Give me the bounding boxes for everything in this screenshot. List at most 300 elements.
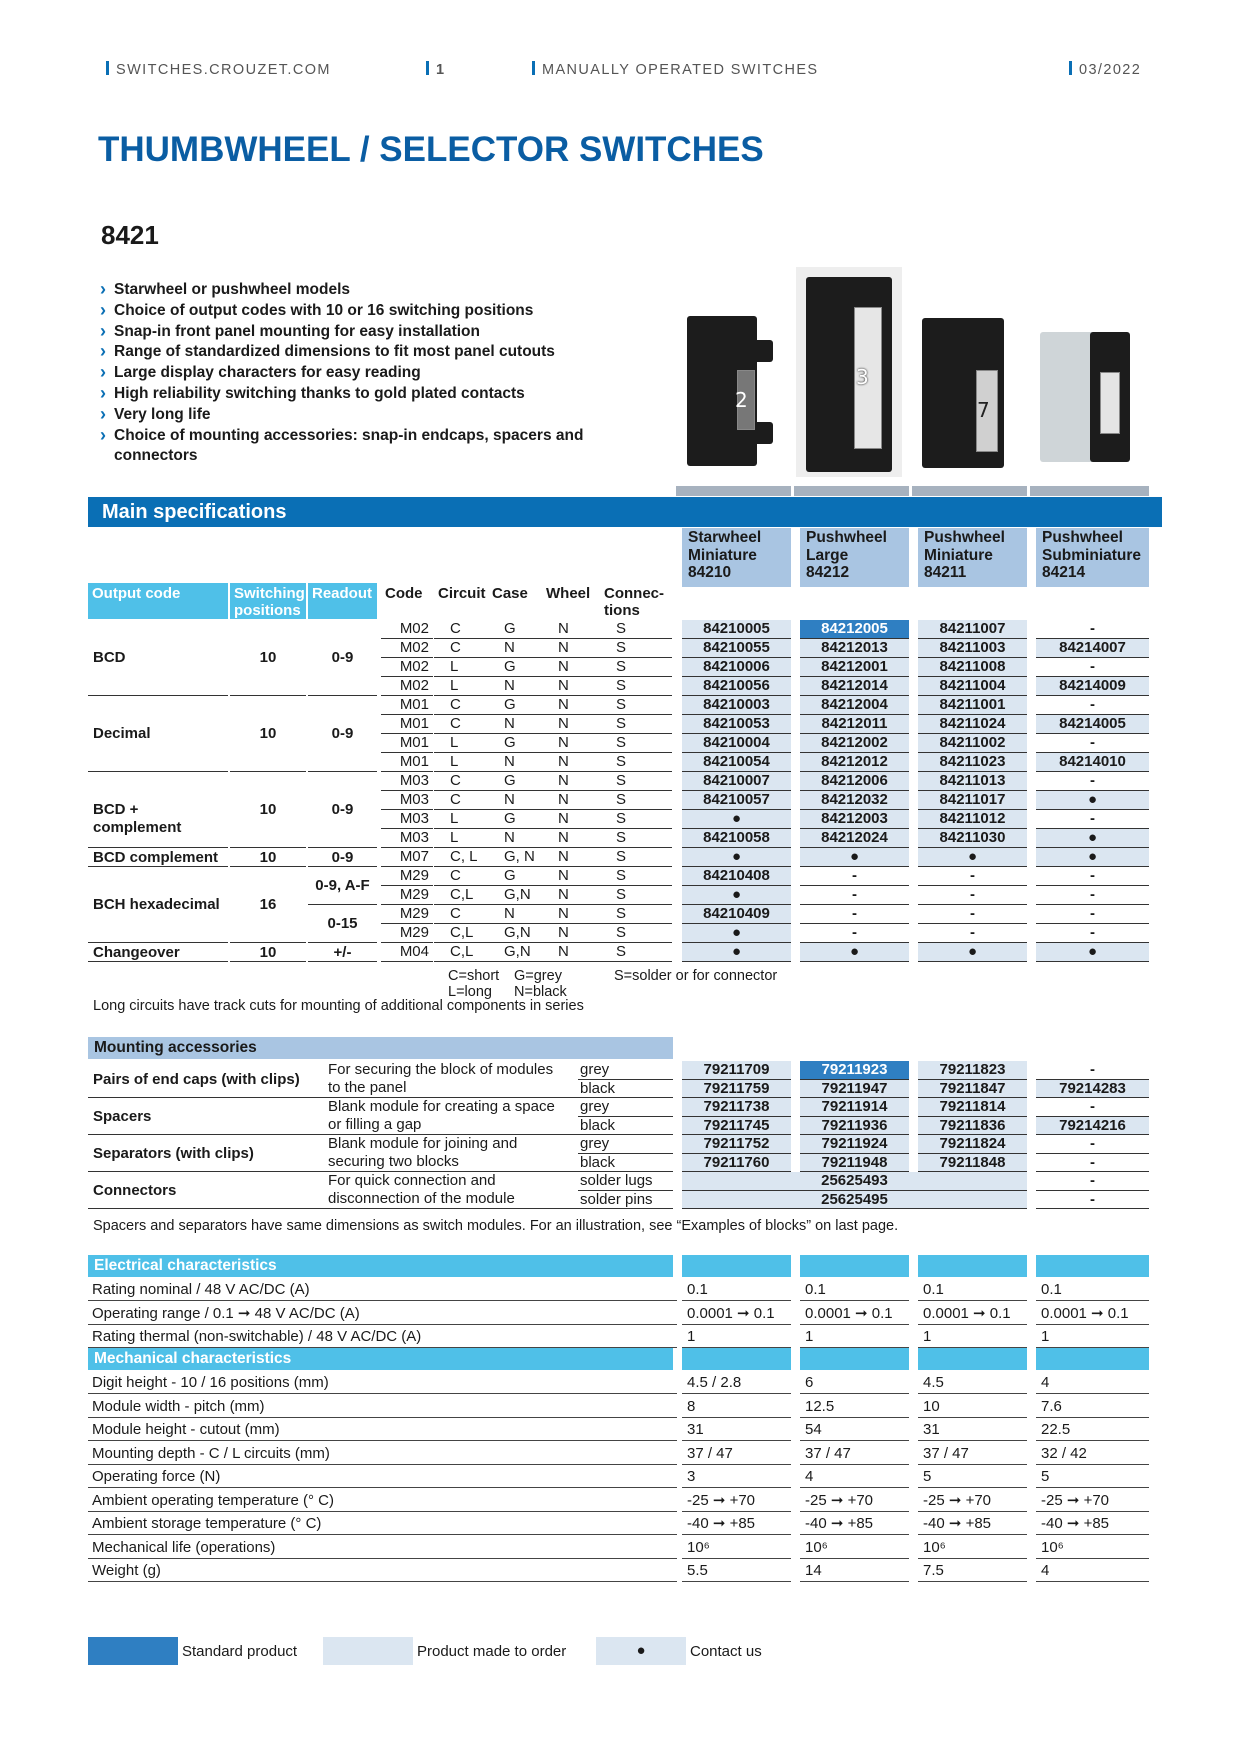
- part-number-cell: 84214009: [1036, 677, 1149, 696]
- characteristic-label: Weight (g): [88, 1559, 677, 1582]
- group-separator: [308, 695, 377, 696]
- spec-code: M03: [381, 810, 433, 829]
- part-number-cell: 79211948: [800, 1154, 909, 1173]
- characteristic-value: -25 ➞ +70: [800, 1489, 909, 1512]
- characteristic-value: 1: [800, 1325, 909, 1348]
- part-number-cell: 84212012: [800, 753, 909, 772]
- part-number-cell: ●: [918, 943, 1027, 962]
- part-number-cell: 84211023: [918, 753, 1027, 772]
- group-separator: [88, 1208, 328, 1209]
- part-number-cell: 84210007: [682, 772, 791, 791]
- characteristic-value: 10⁶: [1036, 1536, 1149, 1559]
- group-separator: [230, 695, 306, 696]
- part-number-cell: ●: [682, 943, 791, 962]
- characteristic-value: 10⁶: [800, 1536, 909, 1559]
- part-number-cell: 84210409: [682, 905, 791, 924]
- part-number-cell: 79211836: [918, 1117, 1027, 1136]
- spec-code: M29: [381, 905, 433, 924]
- col-output-code: Output code: [88, 583, 228, 619]
- part-number-cell: 84214005: [1036, 715, 1149, 734]
- spec-circuit: L: [434, 658, 488, 677]
- spec-case: G,N: [488, 924, 542, 943]
- spec-case: N: [488, 791, 542, 810]
- characteristic-value: 37 / 47: [682, 1442, 791, 1465]
- part-number-cell: -: [918, 886, 1027, 905]
- characteristic-value: 3: [682, 1465, 791, 1488]
- part-number-cell: 79211923: [800, 1061, 909, 1080]
- group-separator: [88, 771, 228, 772]
- part-number-cell: 84210004: [682, 734, 791, 753]
- header-section: MANUALLY OPERATED SWITCHES: [532, 61, 819, 78]
- part-number-cell: -: [1036, 810, 1149, 829]
- spec-code: M01: [381, 753, 433, 772]
- legend-standard-swatch: [88, 1637, 178, 1665]
- spec-conn: S: [600, 943, 672, 962]
- characteristic-label: Module width - pitch (mm): [88, 1395, 677, 1418]
- spec-conn: S: [600, 905, 672, 924]
- part-number-cell: -: [800, 905, 909, 924]
- product-header-84211: Pushwheel Miniature 84211: [918, 528, 1027, 587]
- characteristic-value: 0.0001 ➞ 0.1: [682, 1302, 791, 1325]
- header-site[interactable]: SWITCHES.CROUZET.COM: [106, 61, 331, 78]
- part-number-cell: ●: [1036, 848, 1149, 867]
- spec-conn: S: [600, 829, 672, 848]
- part-number-cell: 79211947: [800, 1080, 909, 1099]
- spec-wheel: N: [542, 696, 600, 715]
- group-separator: [88, 1134, 328, 1135]
- switching-positions-value: 16: [259, 896, 277, 913]
- part-number-cell: -: [1036, 1172, 1149, 1191]
- part-number-cell: ●: [682, 924, 791, 943]
- part-number-cell: ●: [682, 810, 791, 829]
- part-number-cell: 84212013: [800, 639, 909, 658]
- spec-conn: S: [600, 715, 672, 734]
- spec-code: M29: [381, 886, 433, 905]
- characteristic-value: -25 ➞ +70: [918, 1489, 1027, 1512]
- accessory-label: Pairs of end caps (with clips): [93, 1070, 300, 1088]
- output-code-label: BCD + complement: [93, 801, 182, 836]
- characteristic-value: 0.0001 ➞ 0.1: [1036, 1302, 1149, 1325]
- spec-conn: S: [600, 677, 672, 696]
- characteristic-label: Mechanical life (operations): [88, 1536, 677, 1559]
- accessory-color: black: [578, 1080, 673, 1099]
- spec-wheel: N: [542, 810, 600, 829]
- spec-case: N: [488, 715, 542, 734]
- spec-circuit: C: [434, 905, 488, 924]
- part-number-cell: 84212003: [800, 810, 909, 829]
- characteristic-value: -40 ➞ +85: [800, 1512, 909, 1535]
- part-number-cell: 84212004: [800, 696, 909, 715]
- part-number-cell: 79211847: [918, 1080, 1027, 1099]
- spec-case: N: [488, 639, 542, 658]
- accessory-description: Blank module for creating a space or filling a gap: [328, 1098, 555, 1133]
- legend-made-to-order-swatch: [323, 1637, 413, 1665]
- part-number-cell: ●: [800, 848, 909, 867]
- part-number-cell: 25625493: [682, 1172, 1027, 1191]
- spec-wheel: N: [542, 753, 600, 772]
- spec-conn: S: [600, 734, 672, 753]
- spec-code: M29: [381, 924, 433, 943]
- readout-value: 0-9, A-F: [315, 877, 370, 894]
- spec-case: G: [488, 810, 542, 829]
- spec-circuit: L: [434, 677, 488, 696]
- characteristic-value: 4.5: [918, 1371, 1027, 1394]
- part-number-cell: -: [1036, 734, 1149, 753]
- group-separator: [308, 904, 377, 905]
- main-specifications-heading: Main specifications: [88, 497, 1162, 527]
- part-number-cell: -: [918, 867, 1027, 886]
- product-bar: [1030, 486, 1149, 496]
- group-separator: [328, 1208, 578, 1209]
- part-number-cell: 84211024: [918, 715, 1027, 734]
- spec-case: G: [488, 620, 542, 639]
- characteristic-value: 1: [1036, 1325, 1149, 1348]
- accessory-label: Spacers: [93, 1107, 152, 1125]
- group-separator: [88, 1097, 328, 1098]
- feature-item: › Snap-in front panel mounting for easy installation: [100, 322, 594, 343]
- spec-case: G: [488, 696, 542, 715]
- spec-wheel: N: [542, 715, 600, 734]
- note-circuit-long: L=long: [448, 984, 492, 1000]
- part-number-cell: -: [800, 867, 909, 886]
- characteristic-value: 0.0001 ➞ 0.1: [918, 1302, 1027, 1325]
- spec-wheel: N: [542, 924, 600, 943]
- spec-case: N: [488, 905, 542, 924]
- note-case-grey: G=grey: [514, 968, 562, 984]
- part-number-cell: 79214216: [1036, 1117, 1149, 1136]
- part-number-cell: -: [918, 924, 1027, 943]
- accessory-label: Separators (with clips): [93, 1144, 254, 1162]
- part-number-cell: 84212014: [800, 677, 909, 696]
- feature-item: › Choice of mounting accessories: snap-in endcaps, spacers and connectors: [100, 426, 594, 468]
- spec-circuit: L: [434, 753, 488, 772]
- part-number-cell: -: [1036, 1154, 1149, 1173]
- spec-circuit: C: [434, 867, 488, 886]
- spec-wheel: N: [542, 905, 600, 924]
- product-header-84214: Pushwheel Subminiature 84214: [1036, 528, 1149, 587]
- spec-circuit: C: [434, 715, 488, 734]
- part-number-cell: 84211012: [918, 810, 1027, 829]
- part-number-cell: 79211752: [682, 1135, 791, 1154]
- spec-circuit: C: [434, 620, 488, 639]
- characteristic-value: -25 ➞ +70: [1036, 1489, 1149, 1512]
- part-number-cell: 79211823: [918, 1061, 1027, 1080]
- note-connections: S=solder or for connector: [614, 968, 778, 984]
- note-circuit-short: C=short: [448, 968, 500, 984]
- characteristic-value: 31: [682, 1418, 791, 1441]
- product-bar: [912, 486, 1027, 496]
- feature-list: [100, 280, 594, 467]
- digit-label: 2: [735, 388, 748, 412]
- characteristic-value: 4: [800, 1465, 909, 1488]
- spec-circuit: C,L: [434, 886, 488, 905]
- col-connections: Connec- tions: [600, 583, 672, 619]
- group-separator: [88, 1171, 328, 1172]
- characteristic-value: 8: [682, 1395, 791, 1418]
- feature-item: › Large display characters for easy reading: [100, 363, 594, 384]
- characteristic-value: 0.1: [682, 1278, 791, 1301]
- spec-code: M07: [381, 848, 433, 867]
- part-number-cell: ●: [1036, 829, 1149, 848]
- part-number-cell: 84211001: [918, 696, 1027, 715]
- characteristic-value: 1: [918, 1325, 1027, 1348]
- part-number-cell: -: [1036, 658, 1149, 677]
- spec-conn: S: [600, 639, 672, 658]
- spec-case: G,N: [488, 886, 542, 905]
- electrical-heading: Electrical characteristics: [88, 1255, 673, 1277]
- spec-case: N: [488, 829, 542, 848]
- part-number-cell: 84212032: [800, 791, 909, 810]
- part-number-cell: 84214010: [1036, 753, 1149, 772]
- spec-code: M01: [381, 715, 433, 734]
- switching-positions-value: 10: [259, 801, 277, 818]
- output-code-label: Changeover: [93, 943, 180, 961]
- part-number-cell: -: [1036, 620, 1149, 639]
- characteristic-value: 10⁶: [682, 1536, 791, 1559]
- spec-code: M03: [381, 791, 433, 810]
- characteristic-label: Rating thermal (non-switchable) / 48 V AC/DC (A): [88, 1325, 677, 1348]
- characteristic-value: 0.0001 ➞ 0.1: [800, 1302, 909, 1325]
- readout-value: 0-15: [327, 915, 358, 932]
- part-number-cell: 84212001: [800, 658, 909, 677]
- spec-circuit: L: [434, 829, 488, 848]
- spec-wheel: N: [542, 829, 600, 848]
- spec-conn: S: [600, 772, 672, 791]
- characteristic-label: Operating range / 0.1 ➞ 48 V AC/DC (A): [88, 1302, 677, 1325]
- characteristic-value: 12.5: [800, 1395, 909, 1418]
- col-readout: Readout: [308, 583, 377, 619]
- part-number-cell: 84211003: [918, 639, 1027, 658]
- accessory-label: Connectors: [93, 1181, 177, 1199]
- accessory-color: black: [578, 1154, 673, 1173]
- product-bar: [676, 486, 791, 496]
- pushwheel-large-photo: [796, 267, 902, 477]
- spec-code: M03: [381, 772, 433, 791]
- spec-case: G, N: [488, 848, 542, 867]
- electrical-band: [682, 1255, 791, 1277]
- electrical-band: [918, 1255, 1027, 1277]
- characteristic-label: Mounting depth - C / L circuits (mm): [88, 1442, 677, 1465]
- mechanical-band: [1036, 1348, 1149, 1370]
- spec-case: G: [488, 734, 542, 753]
- spec-code: M02: [381, 677, 433, 696]
- characteristic-value: 32 / 42: [1036, 1442, 1149, 1465]
- part-number-cell: 84211002: [918, 734, 1027, 753]
- spec-case: G,N: [488, 943, 542, 962]
- accessory-description: For quick connection and disconnection of the module: [328, 1172, 515, 1207]
- spec-conn: S: [600, 620, 672, 639]
- spec-wheel: N: [542, 886, 600, 905]
- electrical-band: [800, 1255, 909, 1277]
- feature-item: › Very long life: [100, 405, 594, 426]
- readout-value: 0-9: [331, 649, 354, 666]
- part-number-cell: 84212005: [800, 620, 909, 639]
- group-separator: [88, 695, 228, 696]
- accessory-description: Blank module for joining and securing two blocks: [328, 1135, 518, 1170]
- part-number-cell: ●: [800, 943, 909, 962]
- digit-label: 7: [977, 398, 990, 422]
- spec-conn: S: [600, 791, 672, 810]
- spec-conn: S: [600, 753, 672, 772]
- mechanical-band: [918, 1348, 1027, 1370]
- spec-wheel: N: [542, 677, 600, 696]
- part-number-cell: 84210058: [682, 829, 791, 848]
- part-number-cell: -: [1036, 1061, 1149, 1080]
- part-number-cell: 84210005: [682, 620, 791, 639]
- part-number-cell: 84214007: [1036, 639, 1149, 658]
- mechanical-heading: Mechanical characteristics: [88, 1348, 673, 1370]
- characteristic-value: 0.1: [800, 1278, 909, 1301]
- product-bar: [794, 486, 909, 496]
- characteristic-value: 5.5: [682, 1559, 791, 1582]
- part-number-cell: 79211914: [800, 1098, 909, 1117]
- part-number-cell: -: [1036, 1135, 1149, 1154]
- col-circuit: Circuit: [434, 583, 488, 619]
- legend-contact-label: Contact us: [690, 1643, 762, 1660]
- spec-circuit: C: [434, 639, 488, 658]
- characteristic-value: 7.5: [918, 1559, 1027, 1582]
- feature-item: › Choice of output codes with 10 or 16 switching positions: [100, 301, 594, 322]
- part-number-cell: 79211924: [800, 1135, 909, 1154]
- part-number-cell: 84210003: [682, 696, 791, 715]
- output-code-label: BCH hexadecimal: [93, 896, 220, 913]
- part-number-cell: 84210408: [682, 867, 791, 886]
- part-number-cell: ●: [1036, 791, 1149, 810]
- spec-circuit: L: [434, 810, 488, 829]
- part-number-cell: 84210006: [682, 658, 791, 677]
- spec-circuit: C: [434, 791, 488, 810]
- part-number-cell: -: [1036, 886, 1149, 905]
- mounting-note: Spacers and separators have same dimensions as switch modules. For an illustration, see “Examples of blocks” on last page.: [93, 1218, 899, 1234]
- spec-wheel: N: [542, 791, 600, 810]
- characteristic-value: 4.5 / 2.8: [682, 1371, 791, 1394]
- spec-conn: S: [600, 810, 672, 829]
- characteristic-label: Ambient operating temperature (° C): [88, 1489, 677, 1512]
- part-number-cell: ●: [682, 848, 791, 867]
- pushwheel-miniature-photo: [914, 310, 1020, 475]
- mounting-accessories-heading: Mounting accessories: [88, 1037, 673, 1059]
- part-number-cell: 84210056: [682, 677, 791, 696]
- header-page-number: 1: [426, 61, 445, 78]
- characteristic-value: 31: [918, 1418, 1027, 1441]
- spec-code: M01: [381, 696, 433, 715]
- spec-wheel: N: [542, 658, 600, 677]
- electrical-band: [1036, 1255, 1149, 1277]
- group-separator: [230, 771, 306, 772]
- legend-dot-swatch: ●: [596, 1637, 686, 1665]
- spec-conn: S: [600, 848, 672, 867]
- part-number-cell: 84212024: [800, 829, 909, 848]
- spec-wheel: N: [542, 734, 600, 753]
- page-title: THUMBWHEEL / SELECTOR SWITCHES: [98, 130, 764, 169]
- spec-wheel: N: [542, 772, 600, 791]
- part-number-cell: 84212002: [800, 734, 909, 753]
- characteristic-value: 1: [682, 1325, 791, 1348]
- mechanical-band: [800, 1348, 909, 1370]
- part-number-cell: 79211759: [682, 1080, 791, 1099]
- starwheel-miniature-photo: [673, 310, 787, 475]
- note-case-black: N=black: [514, 984, 567, 1000]
- spec-code: M02: [381, 639, 433, 658]
- spec-wheel: N: [542, 848, 600, 867]
- characteristic-value: 7.6: [1036, 1395, 1149, 1418]
- characteristic-value: 22.5: [1036, 1418, 1149, 1441]
- characteristic-value: 54: [800, 1418, 909, 1441]
- part-number-cell: ●: [918, 848, 1027, 867]
- accessory-color: grey: [578, 1061, 673, 1080]
- output-code-label: Decimal: [93, 725, 151, 742]
- characteristic-label: Ambient storage temperature (° C): [88, 1512, 677, 1535]
- spec-wheel: N: [542, 867, 600, 886]
- group-separator: [308, 771, 377, 772]
- header-date: 03/2022: [1069, 61, 1141, 78]
- feature-item: › Range of standardized dimensions to fit most panel cutouts: [100, 342, 594, 363]
- characteristic-value: 5: [1036, 1465, 1149, 1488]
- spec-circuit: C: [434, 696, 488, 715]
- accessory-description: For securing the block of modules to the panel: [328, 1061, 554, 1096]
- characteristic-value: 37 / 47: [800, 1442, 909, 1465]
- characteristic-label: Module height - cutout (mm): [88, 1418, 677, 1441]
- spec-code: M02: [381, 620, 433, 639]
- spec-case: G: [488, 772, 542, 791]
- characteristic-value: 14: [800, 1559, 909, 1582]
- part-number-cell: -: [1036, 696, 1149, 715]
- spec-conn: S: [600, 886, 672, 905]
- part-number-cell: 84210057: [682, 791, 791, 810]
- spec-case: G: [488, 867, 542, 886]
- readout-value: 0-9: [331, 725, 354, 742]
- col-switching-positions: Switching positions: [230, 583, 306, 619]
- spec-circuit: C,L: [434, 924, 488, 943]
- part-number-cell: 84211007: [918, 620, 1027, 639]
- spec-circuit: C,L: [434, 943, 488, 962]
- col-code: Code: [381, 583, 433, 619]
- spec-conn: S: [600, 696, 672, 715]
- spec-wheel: N: [542, 639, 600, 658]
- part-number-cell: -: [1036, 1191, 1149, 1210]
- feature-item: › Starwheel or pushwheel models: [100, 280, 594, 301]
- characteristic-value: 0.1: [1036, 1278, 1149, 1301]
- spec-conn: S: [600, 658, 672, 677]
- note-long-circuits: Long circuits have track cuts for mounting of additional components in series: [93, 998, 584, 1014]
- spec-code: M01: [381, 734, 433, 753]
- col-wheel: Wheel: [542, 583, 600, 619]
- spec-case: N: [488, 677, 542, 696]
- part-number-cell: 84211004: [918, 677, 1027, 696]
- output-code-label: BCD: [93, 649, 126, 666]
- characteristic-value: 5: [918, 1465, 1027, 1488]
- spec-wheel: N: [542, 943, 600, 962]
- part-number-cell: -: [1036, 905, 1149, 924]
- output-code-label: BCD complement: [93, 848, 219, 866]
- switching-positions-value: 10: [259, 943, 277, 961]
- part-number-cell: -: [1036, 924, 1149, 943]
- spec-wheel: N: [542, 620, 600, 639]
- spec-case: G: [488, 658, 542, 677]
- accessory-color: black: [578, 1117, 673, 1136]
- part-number-cell: 79211709: [682, 1061, 791, 1080]
- mechanical-band: [682, 1348, 791, 1370]
- part-number-cell: 84211013: [918, 772, 1027, 791]
- accessory-color: solder pins: [578, 1191, 673, 1210]
- switching-positions-value: 10: [259, 848, 277, 866]
- accessory-color: solder lugs: [578, 1172, 673, 1191]
- part-number-cell: 84211017: [918, 791, 1027, 810]
- legend-standard-label: Standard product: [182, 1643, 298, 1660]
- part-number-cell: -: [1036, 1098, 1149, 1117]
- characteristic-value: 4: [1036, 1371, 1149, 1394]
- product-header-84212: Pushwheel Large 84212: [800, 528, 909, 587]
